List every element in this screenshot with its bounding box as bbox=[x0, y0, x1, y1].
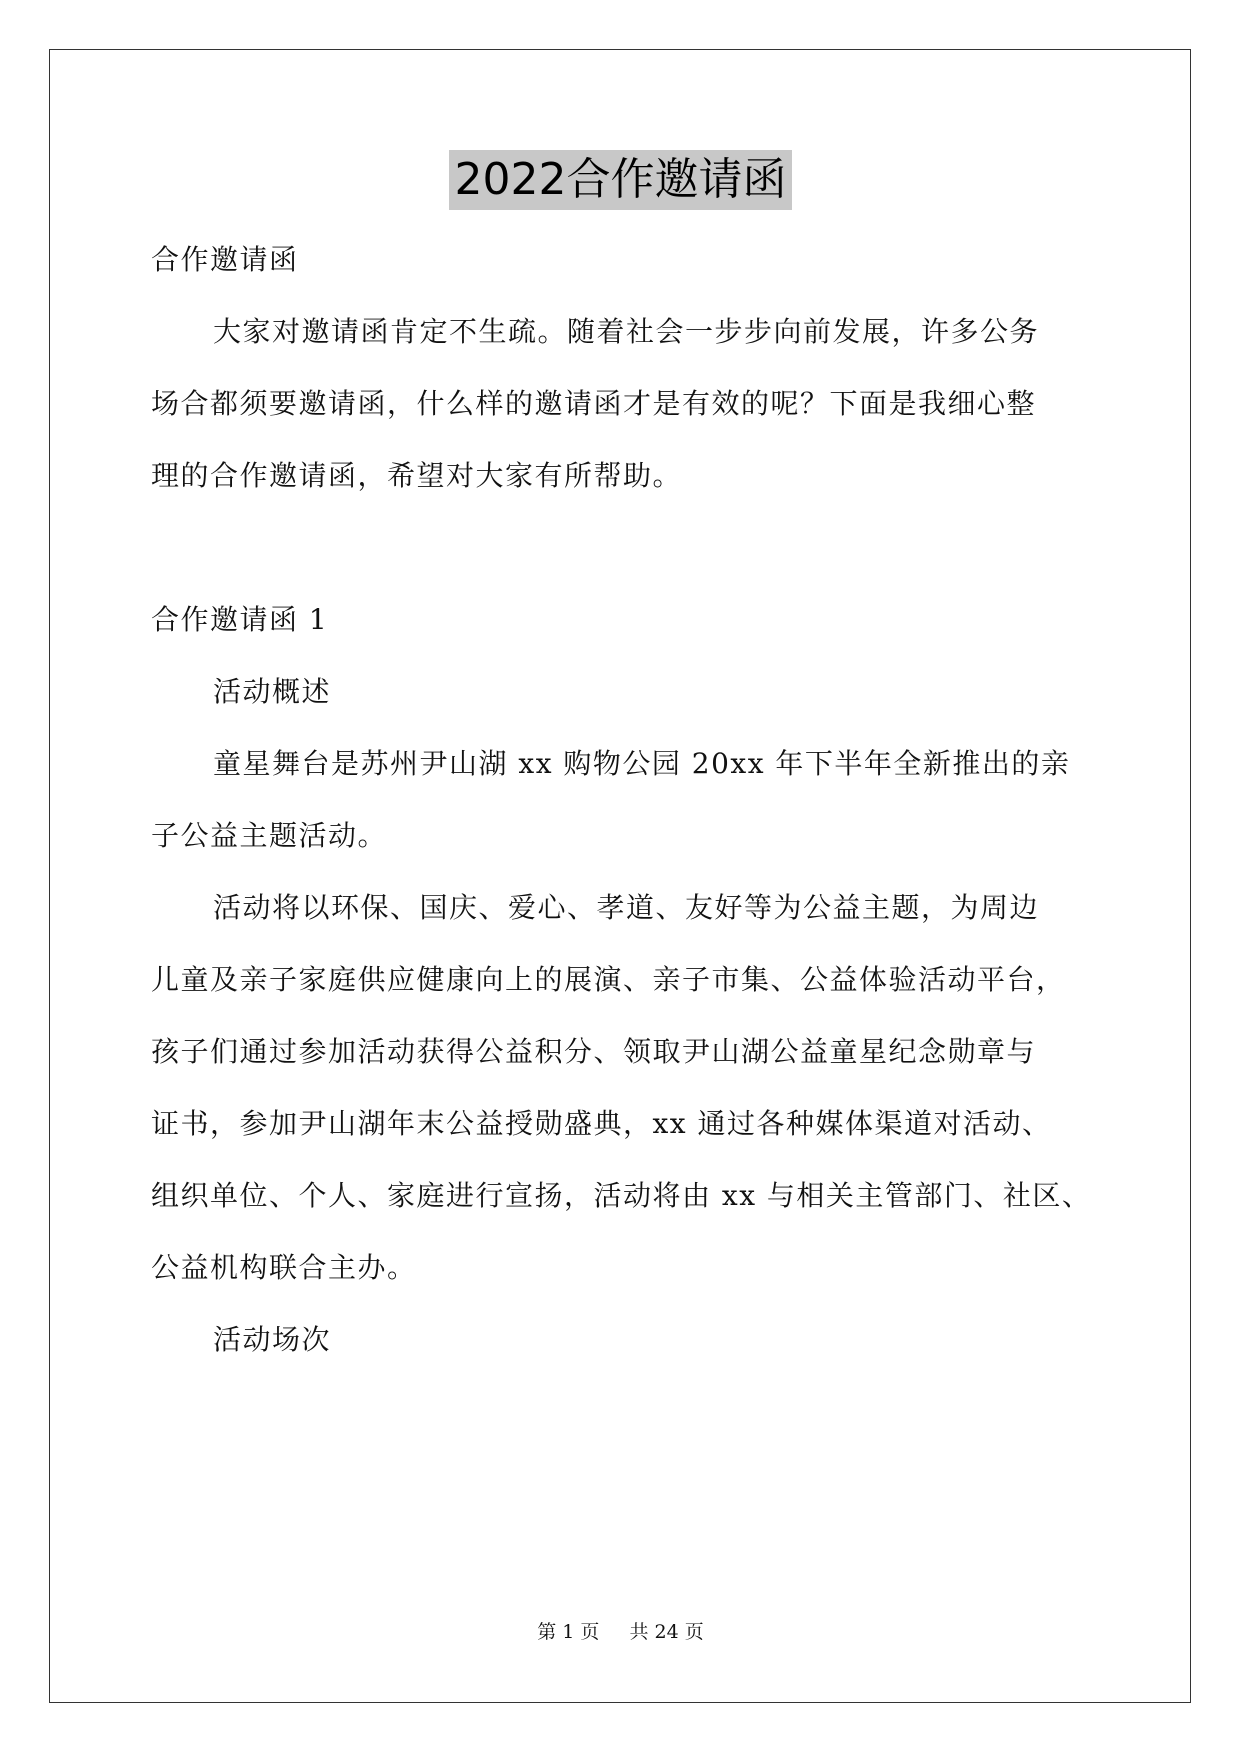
paragraph-line: 场合都须要邀请函，什么样的邀请函才是有效的呢？下面是我细心整 bbox=[151, 387, 1037, 420]
paragraph-line: 大家对邀请函肯定不生疏。随着社会一步步向前发展，许多公务 bbox=[213, 315, 1040, 348]
page-number: 第 1 页 bbox=[537, 1621, 600, 1643]
paragraph-line: 活动将以环保、国庆、爱心、孝道、友好等为公益主题，为周边 bbox=[213, 891, 1040, 924]
section-heading: 合作邀请函 bbox=[151, 243, 299, 276]
paragraph-line: 理的合作邀请函，希望对大家有所帮助。 bbox=[151, 459, 683, 492]
paragraph-line: 孩子们通过参加活动获得公益积分、领取尹山湖公益童星纪念勋章与 bbox=[151, 1035, 1037, 1068]
paragraph-line: 组织单位、个人、家庭进行宣扬，活动将由 xx 与相关主管部门、社区、 bbox=[151, 1179, 1092, 1212]
subsection-heading: 活动概述 bbox=[213, 675, 332, 708]
page-total: 共 24 页 bbox=[629, 1621, 704, 1643]
section-heading: 合作邀请函 1 bbox=[151, 603, 329, 636]
paragraph-line: 子公益主题活动。 bbox=[151, 819, 388, 852]
paragraph-line: 童星舞台是苏州尹山湖 xx 购物公园 20xx 年下半年全新推出的亲 bbox=[213, 747, 1071, 780]
paragraph-line: 儿童及亲子家庭供应健康向上的展演、亲子市集、公益体验活动平台， bbox=[151, 963, 1066, 996]
title-container bbox=[0, 150, 1241, 210]
paragraph-line: 公益机构联合主办。 bbox=[151, 1251, 417, 1284]
page-footer bbox=[0, 1620, 1241, 1644]
subsection-heading: 活动场次 bbox=[213, 1323, 332, 1356]
paragraph-line: 证书，参加尹山湖年末公益授勋盛典，xx 通过各种媒体渠道对活动、 bbox=[151, 1107, 1052, 1140]
page-border bbox=[49, 49, 1191, 1703]
document-title: 2022合作邀请函 bbox=[449, 150, 793, 210]
